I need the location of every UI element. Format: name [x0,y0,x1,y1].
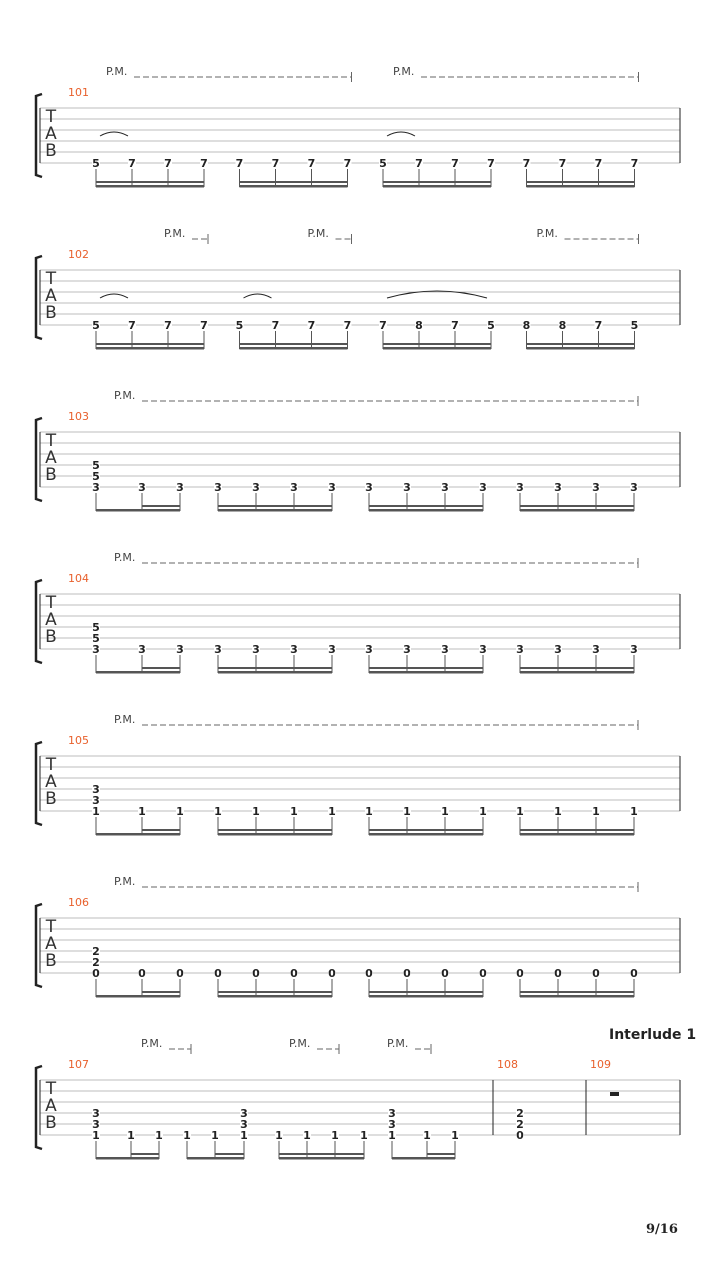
fret-number: 3 [290,643,298,656]
fret-number: 1 [155,1129,163,1142]
fret-number: 5 [92,621,100,634]
beam-secondary [520,991,634,993]
beam-secondary [369,829,483,831]
fret-number: 3 [554,481,562,494]
fret-number: 3 [92,1118,100,1131]
section-marker: Interlude 1 [609,1027,697,1043]
fret-number: 7 [451,319,459,332]
palm-mute-label: P.M. [114,551,136,564]
fret-number: 3 [388,1118,396,1131]
tie-arc [387,132,415,136]
tab-clef-letter: A [45,124,57,144]
tab-system [36,882,680,998]
fret-number: 5 [92,157,100,170]
fret-number: 3 [176,643,184,656]
beam [96,1157,159,1160]
measure-number: 105 [68,734,89,747]
beam-secondary [142,667,180,669]
system-bracket [36,94,42,177]
fret-number: 3 [441,481,449,494]
fret-number: 1 [183,1129,191,1142]
fret-number: 3 [176,481,184,494]
fret-number: 7 [594,157,603,170]
fret-number: 3 [479,643,487,656]
system-bracket [36,580,42,663]
beam-secondary [142,505,180,507]
beam-secondary [527,181,635,183]
tab-clef-letter: B [45,465,57,485]
tie-arc [244,294,272,298]
beam [369,509,483,512]
beam-secondary [520,505,634,507]
beam [520,671,634,674]
beam [96,671,180,674]
beam [520,995,634,998]
fret-number: 3 [479,481,487,494]
palm-mute-label: P.M. [307,227,329,240]
fret-number: 3 [214,481,222,494]
fret-number: 0 [92,967,100,980]
fret-number: 7 [271,319,280,332]
beam-secondary [279,1153,364,1155]
fret-number: 0 [592,967,600,980]
beam [96,347,204,350]
beam-secondary [527,343,635,345]
tab-system [36,396,680,512]
fret-number: 7 [235,157,244,170]
beam-secondary [218,991,332,993]
fret-number: 5 [487,319,495,332]
fret-number: 0 [214,967,222,980]
fret-number: 1 [388,1129,396,1142]
beam-secondary [383,343,491,345]
fret-number: 5 [630,319,639,332]
fret-number: 1 [275,1129,283,1142]
fret-number: 3 [214,643,222,656]
measure-number: 109 [590,1058,611,1071]
fret-number: 0 [554,967,562,980]
fret-number: 3 [328,481,336,494]
fret-number: 0 [516,1129,524,1142]
beam-secondary [369,991,483,993]
fret-number: 1 [516,805,524,818]
tab-system [36,558,680,674]
beam-secondary [520,667,634,669]
fret-number: 1 [92,1129,100,1142]
tab-clef-letter: T [45,755,57,775]
system-bracket [36,904,42,987]
fret-number: 3 [365,643,373,656]
fret-number: 3 [630,481,638,494]
fret-number: 7 [271,157,280,170]
fret-number: 7 [451,157,459,170]
measure-number: 107 [68,1058,89,1071]
beam-secondary [369,667,483,669]
beam [369,671,483,674]
beam [96,833,180,836]
beam-secondary [218,829,332,831]
fret-number: 0 [328,967,336,980]
beam [218,509,332,512]
beam [218,995,332,998]
fret-number: 7 [415,157,423,170]
fret-number: 1 [328,805,336,818]
fret-number: 7 [343,319,352,332]
fret-number: 7 [307,157,316,170]
fret-number: 0 [176,967,184,980]
fret-number: 1 [592,805,600,818]
beam [520,833,634,836]
fret-number: 3 [554,643,562,656]
palm-mute-label: P.M. [141,1037,163,1050]
fret-number: 7 [487,157,495,170]
tab-clef-letter: B [45,1113,57,1133]
fret-number: 5 [379,157,387,170]
tie-arc [100,294,128,298]
beam [369,833,483,836]
fret-number: 3 [252,643,260,656]
fret-number: 7 [128,157,136,170]
fret-number: 3 [441,643,449,656]
fret-number: 3 [92,643,100,656]
fret-number: 2 [92,956,100,969]
system-bracket [36,418,42,501]
fret-number: 0 [138,967,146,980]
fret-number: 1 [423,1129,431,1142]
tab-clef-letter: A [45,1096,57,1116]
fret-number: 1 [290,805,298,818]
tab-clef-letter: T [45,1079,57,1099]
fret-number: 3 [92,481,100,494]
fret-number: 0 [252,967,260,980]
fret-number: 1 [554,805,562,818]
beam [218,833,332,836]
fret-number: 1 [127,1129,135,1142]
fret-number: 1 [441,805,449,818]
beam-secondary [215,1153,244,1155]
tab-clef-letter: T [45,917,57,937]
beam-secondary [218,667,332,669]
fret-number: 7 [558,157,567,170]
fret-number: 3 [365,481,373,494]
beam-secondary [142,829,180,831]
fret-number: 5 [92,319,100,332]
tab-system [36,234,680,350]
fret-number: 7 [379,319,387,332]
beam [96,509,180,512]
palm-mute-label: P.M. [164,227,186,240]
fret-number: 3 [92,1107,100,1120]
fret-number: 0 [630,967,638,980]
beam-secondary [369,505,483,507]
tab-clef-letter: A [45,448,57,468]
fret-number: 0 [441,967,449,980]
fret-number: 7 [630,157,639,170]
palm-mute-label: P.M. [289,1037,311,1050]
tab-clef-letter: B [45,303,57,323]
tab-clef-letter: A [45,772,57,792]
tab-system [36,720,680,836]
fret-number: 1 [630,805,638,818]
fret-number: 3 [290,481,298,494]
beam [96,185,204,188]
tab-clef-letter: A [45,286,57,306]
fret-number: 7 [343,157,352,170]
fret-number: 0 [479,967,487,980]
tab-clef-letter: B [45,627,57,647]
beam [96,995,180,998]
fret-number: 3 [92,783,100,796]
fret-number: 7 [128,319,136,332]
beam [392,1157,455,1160]
rest-mark [610,1092,619,1096]
fret-number: 3 [252,481,260,494]
fret-number: 1 [303,1129,311,1142]
tab-clef-letter: B [45,141,57,161]
fret-number: 1 [365,805,373,818]
beam-secondary [142,991,180,993]
system-bracket [36,742,42,825]
palm-mute-label: P.M. [106,65,128,78]
palm-mute-label: P.M. [114,389,136,402]
fret-number: 3 [328,643,336,656]
fret-number: 3 [516,481,524,494]
tab-clef-letter: T [45,269,57,289]
beam-secondary [218,505,332,507]
beam [218,671,332,674]
fret-number: 7 [200,319,208,332]
fret-number: 1 [252,805,260,818]
fret-number: 0 [403,967,411,980]
fret-number: 2 [516,1118,524,1131]
fret-number: 1 [176,805,184,818]
fret-number: 5 [235,319,244,332]
fret-number: 3 [388,1107,396,1120]
fret-number: 1 [403,805,411,818]
tab-clef-letter: T [45,107,57,127]
measure-number: 101 [68,86,89,99]
fret-number: 3 [240,1107,248,1120]
fret-number: 7 [164,319,172,332]
beam-secondary [96,181,204,183]
fret-number: 2 [516,1107,524,1120]
fret-number: 0 [365,967,373,980]
tab-system [36,72,680,188]
fret-number: 1 [92,805,100,818]
beam [279,1157,364,1160]
fret-number: 8 [558,319,567,332]
palm-mute-label: P.M. [114,875,136,888]
fret-number: 5 [92,632,100,645]
fret-number: 3 [138,643,146,656]
palm-mute-label: P.M. [536,227,558,240]
beam [520,509,634,512]
beam-secondary [520,829,634,831]
tab-clef-letter: B [45,951,57,971]
fret-number: 5 [92,459,100,472]
beam [527,185,635,188]
fret-number: 7 [164,157,172,170]
beam [240,185,348,188]
tie-arc [100,132,128,136]
fret-number: 0 [290,967,298,980]
system-bracket [36,1066,42,1149]
tab-clef-letter: T [45,593,57,613]
tab-system [36,1044,680,1160]
measure-number: 104 [68,572,89,585]
fret-number: 8 [522,319,531,332]
palm-mute-label: P.M. [387,1037,409,1050]
page-number: 9/16 [646,1222,678,1237]
palm-mute-label: P.M. [114,713,136,726]
fret-number: 3 [403,481,411,494]
beam [240,347,348,350]
measure-number: 106 [68,896,89,909]
fret-number: 1 [138,805,146,818]
system-bracket [36,256,42,339]
measure-number: 102 [68,248,89,261]
beam [187,1157,244,1160]
fret-number: 3 [592,481,600,494]
fret-number: 7 [307,319,316,332]
tab-clef-letter: B [45,789,57,809]
beam [369,995,483,998]
fret-number: 0 [516,967,524,980]
fret-number: 1 [214,805,222,818]
fret-number: 1 [331,1129,339,1142]
fret-number: 3 [138,481,146,494]
fret-number: 1 [211,1129,219,1142]
fret-number: 3 [516,643,524,656]
fret-number: 5 [92,470,100,483]
fret-number: 7 [522,157,531,170]
fret-number: 2 [92,945,100,958]
beam-secondary [240,343,348,345]
beam [527,347,635,350]
beam-secondary [427,1153,455,1155]
palm-mute-label: P.M. [393,65,415,78]
fret-number: 1 [451,1129,459,1142]
tab-clef-letter: T [45,431,57,451]
tab-clef-letter: A [45,610,57,630]
beam-secondary [96,343,204,345]
beam-secondary [383,181,491,183]
beam [383,347,491,350]
beam [383,185,491,188]
measure-number: 103 [68,410,89,423]
fret-number: 3 [630,643,638,656]
fret-number: 8 [415,319,423,332]
tab-clef-letter: A [45,934,57,954]
fret-number: 3 [403,643,411,656]
measure-number: 108 [497,1058,518,1071]
fret-number: 7 [594,319,603,332]
beam-secondary [240,181,348,183]
beam-secondary [131,1153,159,1155]
fret-number: 7 [200,157,208,170]
fret-number: 3 [92,794,100,807]
fret-number: 3 [240,1118,248,1131]
fret-number: 1 [240,1129,248,1142]
fret-number: 1 [360,1129,368,1142]
fret-number: 1 [479,805,487,818]
fret-number: 3 [592,643,600,656]
